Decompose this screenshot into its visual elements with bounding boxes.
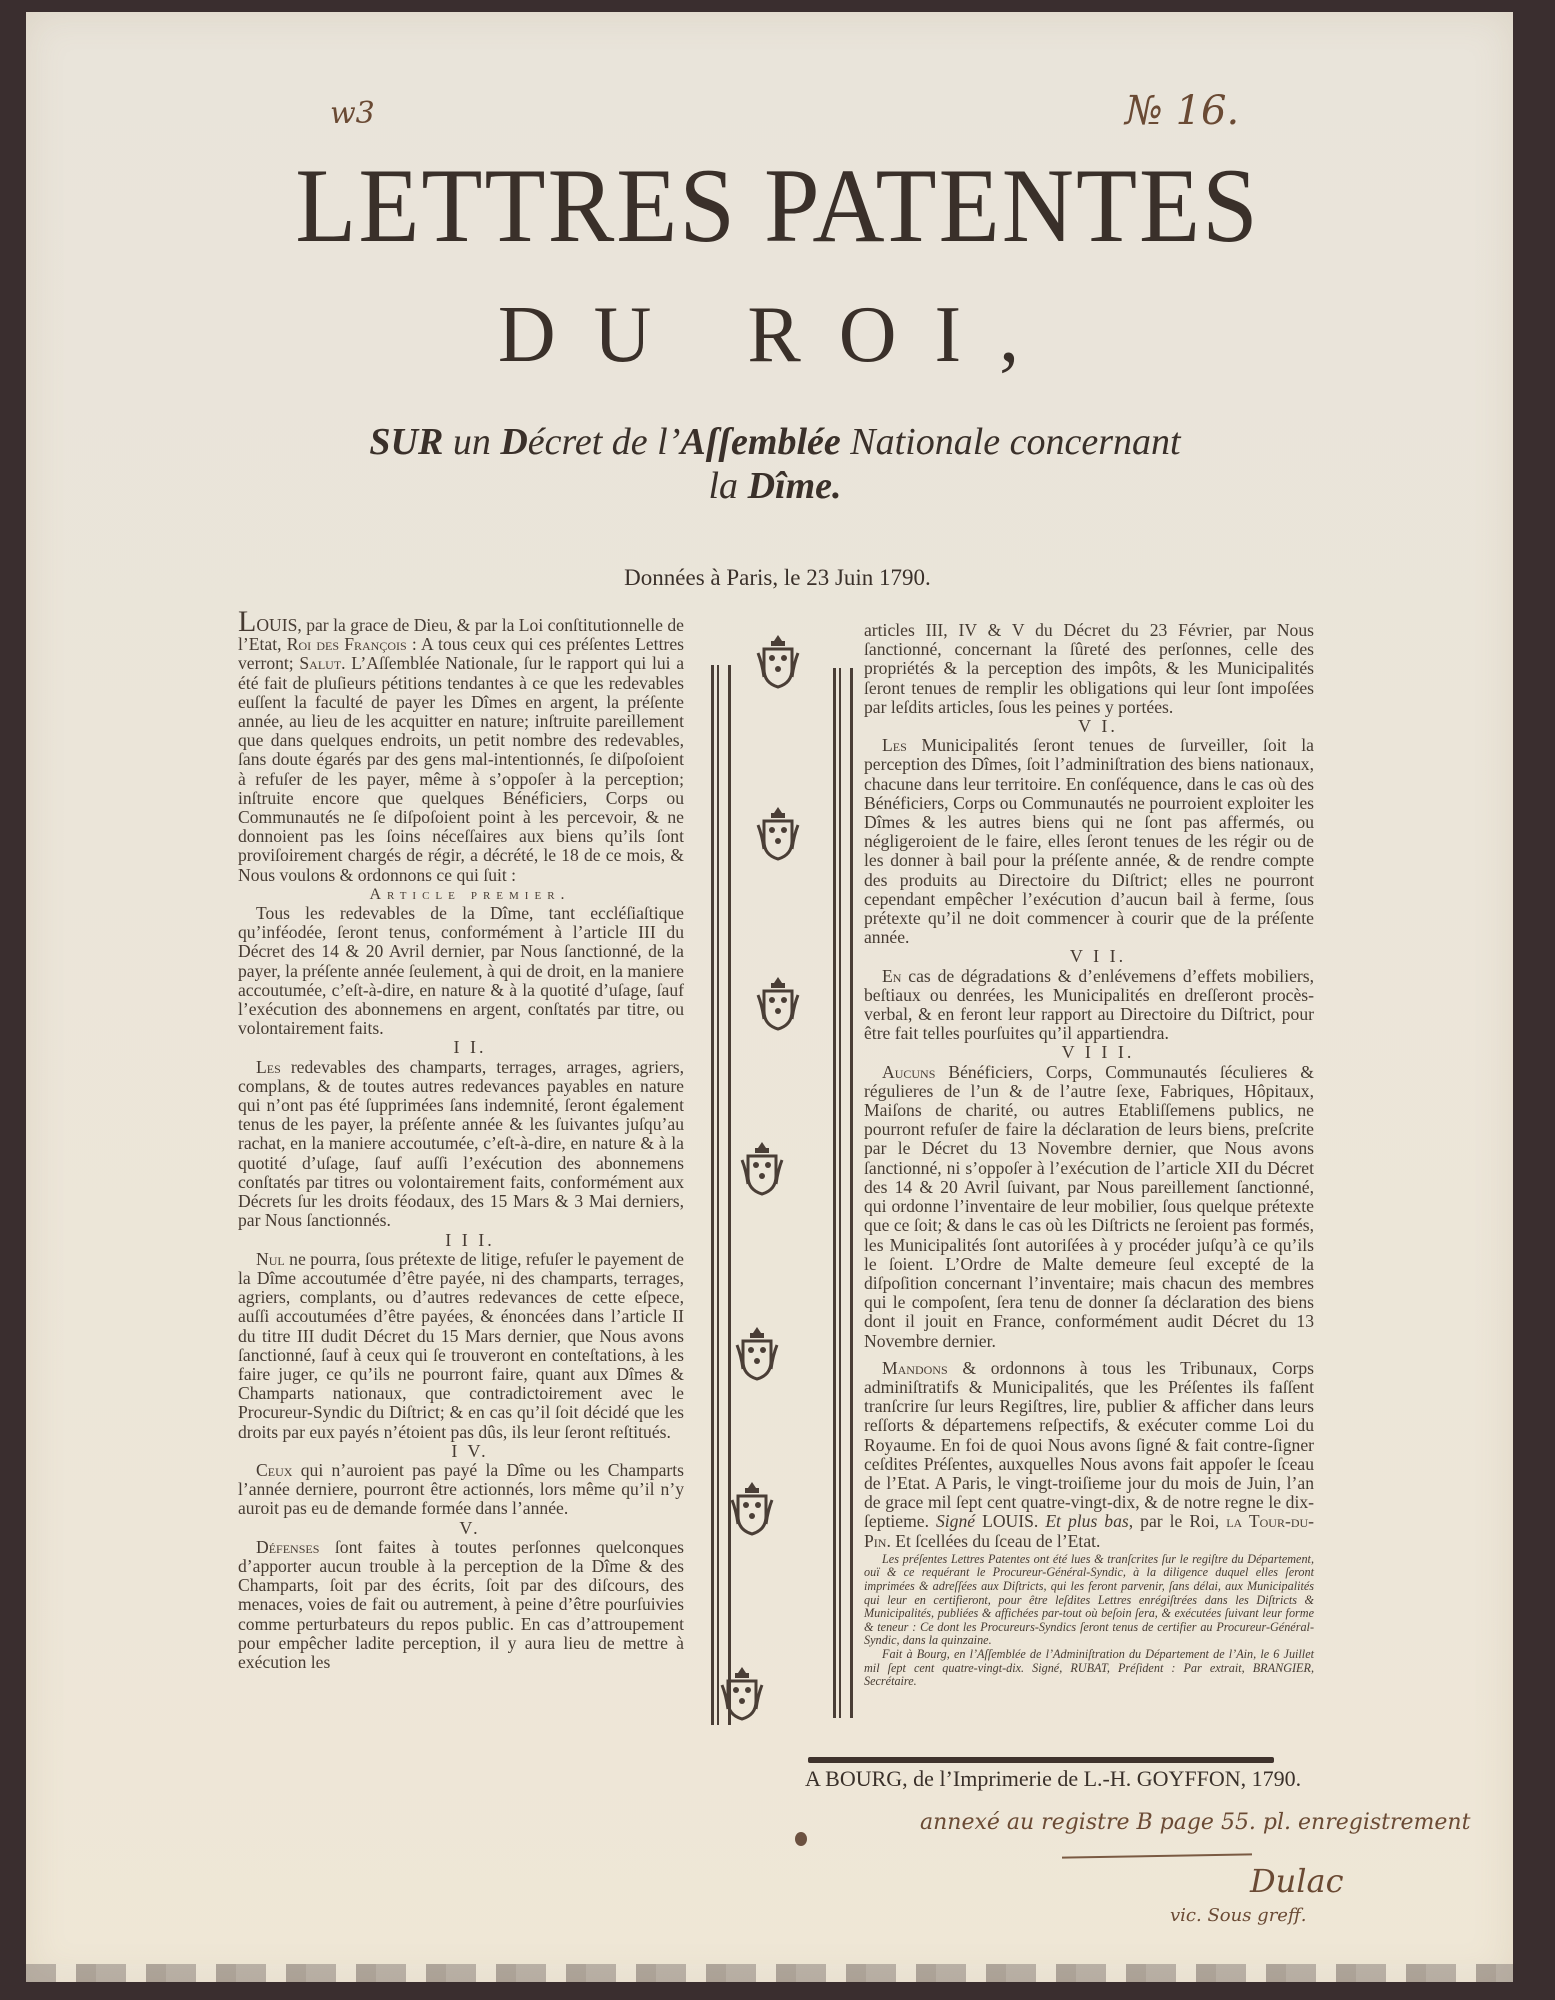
subtitle-text: un	[443, 421, 501, 463]
handwritten-signature-title: vic. Sous greff.	[1170, 1905, 1307, 1926]
ink-blot	[795, 1832, 807, 1846]
article-3-text	[238, 1250, 684, 1442]
preamble-text: , par la grace de Dieu, & par la Loi conſtitutionnelle de l’Etat,	[238, 615, 684, 655]
signature-louis: LOUIS.	[975, 1511, 1046, 1532]
article-8-text	[864, 1063, 1314, 1351]
article-5-text	[238, 1538, 684, 1672]
article-1-text: Tous les redevables de la Dîme, tant eccléſiaſtique qu’inféodée, ſeront tenus, conformément à l’article III du Décret des 14 & 20 Avril dernier, par Nous ſanctionné, de la payer, la préſente année ſeulement, à qui de droit, en la maniere accoutumée, c’eſt-à-dire, en nature & à la quotité d’uſage, ſauf l’exécution des abonnemens en argent, conſtatés par titre, ou volontairement faits.	[238, 903, 684, 1039]
article-heading: I V.	[451, 1440, 489, 1461]
plus-bas-label: Et plus bas	[1045, 1511, 1129, 1532]
subtitle-sur: SUR	[369, 421, 444, 463]
note-fait-a-bourg: Fait à Bourg, en l’Aſſemblée de l’Adminiſtration du Département de l’Ain, le 6 Juillet mil ſept cent quatre-vingt-dix. Signé, RUBAT, Préſident : Par extrait, BRANGIER, Secrétaire.	[864, 1646, 1314, 1689]
article-4-text	[238, 1461, 684, 1519]
fleur-de-lis-crest-icon	[740, 1140, 784, 1198]
handwritten-mark-top-left: w3	[330, 96, 375, 131]
article-heading: V.	[459, 1517, 481, 1538]
preamble-louis: OUIS	[256, 615, 298, 635]
article-body: redevables des champarts, terrages, arrages, agriers, complans, & de toutes autres redevances payables en nature qui n’ont pas été ſupprimées ſans indemnité, ſeront également tenus de les payer, la préſente année & les ſuivantes juſqu’au rachat, en la maniere accoutumée, c’eſt-à-dire, en nature & à la quotité d’uſage, ſauf auſſi l’exécution des abonnemens conſtatés par titres ou volontairement faits, conformément aux Décrets ſur les droits féodaux, des 15 Mars & 3 Mai derniers, par Nous ſanctionnés.	[238, 1056, 684, 1231]
article-2-text	[238, 1058, 684, 1231]
preamble-salut: Salut.	[299, 653, 346, 674]
preamble-roi: Roi des François	[286, 634, 407, 655]
article-lead: Nul	[256, 1248, 285, 1269]
ornamental-rod-right	[833, 668, 853, 1718]
title-du-roi: DU ROI,	[497, 291, 1058, 379]
article-body: , par le Roi,	[1128, 1511, 1227, 1532]
handwritten-signature: Dulac	[1250, 1862, 1344, 1900]
article-heading: I I.	[453, 1037, 487, 1058]
ornamental-rod-left	[711, 665, 731, 1725]
handwritten-registry-note: annexé au registre B page 55. pl. enregistrement	[920, 1810, 1471, 1835]
fleur-de-lis-crest-icon	[720, 1665, 764, 1723]
fleur-de-lis-crest-icon	[756, 633, 800, 691]
fleur-de-lis-crest-icon	[756, 975, 800, 1033]
article-lead: Ceux	[256, 1459, 293, 1480]
dropcap: L	[238, 605, 257, 638]
signe-label: Signé	[935, 1511, 976, 1532]
transcription-note	[864, 1553, 1314, 1689]
article-lead: Mandons	[882, 1357, 948, 1378]
article-heading: V I I.	[1069, 946, 1127, 967]
mandons-paragraph	[864, 1359, 1314, 1551]
article-heading: I I I.	[445, 1229, 495, 1250]
preamble	[238, 605, 685, 885]
horizontal-rule	[808, 1757, 1274, 1763]
fleur-de-lis-crest-icon	[735, 1325, 779, 1383]
article-heading: V I.	[1078, 716, 1118, 737]
article-body: qui n’auroient pas payé la Dîme ou les Champarts l’année derniere, pourront être actionnés, lors même qu’il n’y auroit pas eu de demande formée dans l’année.	[238, 1459, 684, 1519]
article-lead: Les	[256, 1056, 281, 1077]
article-7-text	[864, 967, 1314, 1044]
article-heading: V I I I.	[1061, 1042, 1135, 1063]
article-heading: Article premier.	[369, 885, 571, 903]
subtitle-text: Aſſemblée	[680, 421, 841, 463]
fleur-de-lis-crest-icon	[730, 1480, 774, 1538]
subtitle-text: Nationale concernant	[840, 421, 1181, 463]
article-lead: Aucuns	[882, 1061, 936, 1082]
signature-la-tour-du-pin: la Tour-du-Pin	[864, 1511, 1315, 1551]
fleur-de-lis-crest-icon	[756, 805, 800, 863]
article-body: & ordonnons à tous les Tribunaux, Corps adminiſtratifs & Municipalités, que les Préſentes ils faſſent tranſcrire ſur leurs Regiſtres, lire, publier & afficher dans leurs reſſorts & départemens reſpectifs, & exécuter comme Loi du Royaume. En foi de quoi Nous avons ſigné & fait contre-ſigner ceſdites Préſentes, auxquelles Nous avons fait appoſer le ſceau de l’Etat. A Paris, le vingt-troiſieme jour du mois de Juin, l’an de grace mil ſept cent quatre-vingt-dix, & de notre regne le dix-ſeptieme.	[864, 1357, 1314, 1532]
article-body: ſont faites à toutes perſonnes quelconques d’apporter aucun trouble à la perception de la Dîme & des Champarts, ſoit par des écrits, ſoit par des diſcours, des menaces, voies de fait ou autrement, à peine d’être pourſuivies comme perturbateurs du repos public. En cas d’attroupement pour empêcher ladite perception, il y aura lieu de mettre à exécution les	[238, 1536, 684, 1672]
article-6-text	[864, 736, 1314, 947]
subtitle-text: Dîme.	[747, 465, 842, 507]
preamble-text: : A tous ceux qui ces préſentes Lettres verront;	[238, 634, 684, 674]
article-body: . Et ſcellées du ſceau de l’Etat.	[886, 1530, 1101, 1551]
article-body: Bénéficiers, Corps, Communautés ſéculieres & régulieres de l’un & de l’autre ſexe, Fabriques, Hôpitaux, Maiſons de charité, ou autres Etabliſſemens publics, ne pourront refuſer de faire la déclaration de leurs biens, preſcrite par le Décret du 13 Novembre dernier, que Nous avons ſanctionné, ni s’oppoſer à l’exécution de l’article XII du Décret des 14 & 20 Avril ſuivant, par Nous pareillement ſanctionné, qui ordonne l’inventaire de leur mobilier, ſous quelque prétexte que ce ſoit; & dans le cas où les Diſtricts ne ſeroient pas formés, les Municipalités ſont autoriſées à y procéder juſqu’à ce qu’ils le ſoient. L’Ordre de Malte demeure ſeul excepté de la diſpoſition concernant l’inventaire; mais chacun des membres qui le compoſent, ſera tenu de donner ſa déclaration des biens dont il jouit en France, conformément audit Décret du 13 Novembre dernier.	[864, 1061, 1314, 1351]
left-column	[238, 605, 685, 1672]
right-column	[864, 621, 1314, 1689]
subtitle-text: la	[708, 465, 748, 507]
title-lettres-patentes: LETTRES PATENTES	[295, 146, 1260, 265]
subtitle-text: écret de l’	[527, 421, 681, 463]
article-lead: Les	[882, 735, 907, 756]
article-body: cas de dégradations & d’enlévemens d’effets mobiliers, beſtiaux ou denrées, les Municipalités en dreſſeront procès-verbal, & en feront leur rapport au Directoire du Diſtrict, pour être fait telles pourſuites qu’il appartiendra.	[864, 965, 1314, 1044]
printer-imprint: A BOURG, de l’Imprimerie de L.-H. GOYFFON, 1790.	[805, 1766, 1302, 1791]
preamble-text: L’Aſſemblée Nationale, ſur le rapport qui lui a été fait de pluſieurs pétitions tendantes à ce que les redevables euſſent la faculté de payer les Dîmes en argent, la préſente année, au lieu de les acquitter en nature; inſtruite pareillement que dans quelques endroits, un petit nombre des redevables, ſans doute égarés par des gens mal-intentionnés, ſe diſpoſoient à refuſer de les payer, même à s’oppoſer à la perception; inſtruite encore que quelques Bénéficiers, Corps ou Communautés ne ſe diſpoſoient point à les percevoir, & ne donnoient pas les ſoins néceſſaires aux biens qu’ils ſont proviſoirement chargés de régir, a décrété, le 18 de ce mois, & Nous voulons & ordonnons ce qui ſuit :	[238, 653, 685, 885]
note-transcription: Les préſentes Lettres Patentes ont été lues & tranſcrites ſur le regiſtre du Département, ouï & ce requérant le Procureur-Général-Syndic, à la diligence duquel elles ſeront imprimées & adreſſées aux Diſtricts, qui les feront parvenir, ſans délai, aux Municipalités qui leur en certifieront, pour être leſdites Lettres enrégiſtrées dans les Diſtricts & Municipalités, publiées & affichées par-tout où beſoin ſera, & exécutées ſuivant leur forme & teneur : Ce dont les Procureurs-Syndics ſeront tenus de certifier au Procureur-Général-Syndic, dans la quinzaine.	[864, 1551, 1314, 1648]
article-lead: En	[882, 965, 902, 986]
continuation-text: articles III, IV & V du Décret du 23 Février, par Nous ſanctionné, concernant la ſûreté des perſonnes, celle des propriétés & la perception des impôts, & les Municipalités ſeront tenues de remplir les obligations qui leur ſont impoſées par leſdits articles, ſous les peines y portées.	[864, 620, 1314, 717]
subtitle	[240, 420, 1310, 508]
article-lead: Défenses	[256, 1536, 320, 1557]
dateline: Données à Paris, le 23 Juin 1790.	[624, 565, 931, 590]
subtitle-text: D	[500, 421, 528, 463]
handwritten-number: № 16.	[1125, 88, 1240, 134]
article-body: ne pourra, ſous prétexte de litige, refuſer le payement de la Dîme accoutumée d’être payée, ni des champarts, terrages, agriers, complants, ou d’autres redevances de cette eſpece, auſſi accoutumées d’être payées, & énoncées dans l’article II du titre III dudit Décret du 15 Mars dernier, que Nous avons ſanctionné, ſauf à ceux qui ſe trouveront en conteſtations, à les faire juger, ce qu’ils ne pourront faire, quant aux Dîmes & Champarts nationaux, que contradictoirement avec le Procureur-Syndic du Diſtrict; & en cas qu’il ſoit décidé que les droits par eux payés n’étoient pas dûs, ils leur ſeront reſtitués.	[238, 1248, 684, 1442]
article-body: Municipalités ſeront tenues de ſurveiller, ſoit la perception des Dîmes, ſoit l’adminiſtration des biens nationaux, chacune dans leur territoire. En conſéquence, dans le cas où des Bénéficiers, Corps ou Communautés ne pourroient exploiter les Dîmes & les autres biens qui ne ſont pas affermés, ou négligeroient de le faire, elles ſeront tenues de les régir ou de les donner à bail pour la préſente année, & de rendre compte des produits au Directoire du Diſtrict; elles ne pourront cependant empêcher l’exécution d’aucun bail à ferme, ſous prétexte qu’il ne doit commencer à courir que de la préſente année.	[864, 735, 1314, 948]
